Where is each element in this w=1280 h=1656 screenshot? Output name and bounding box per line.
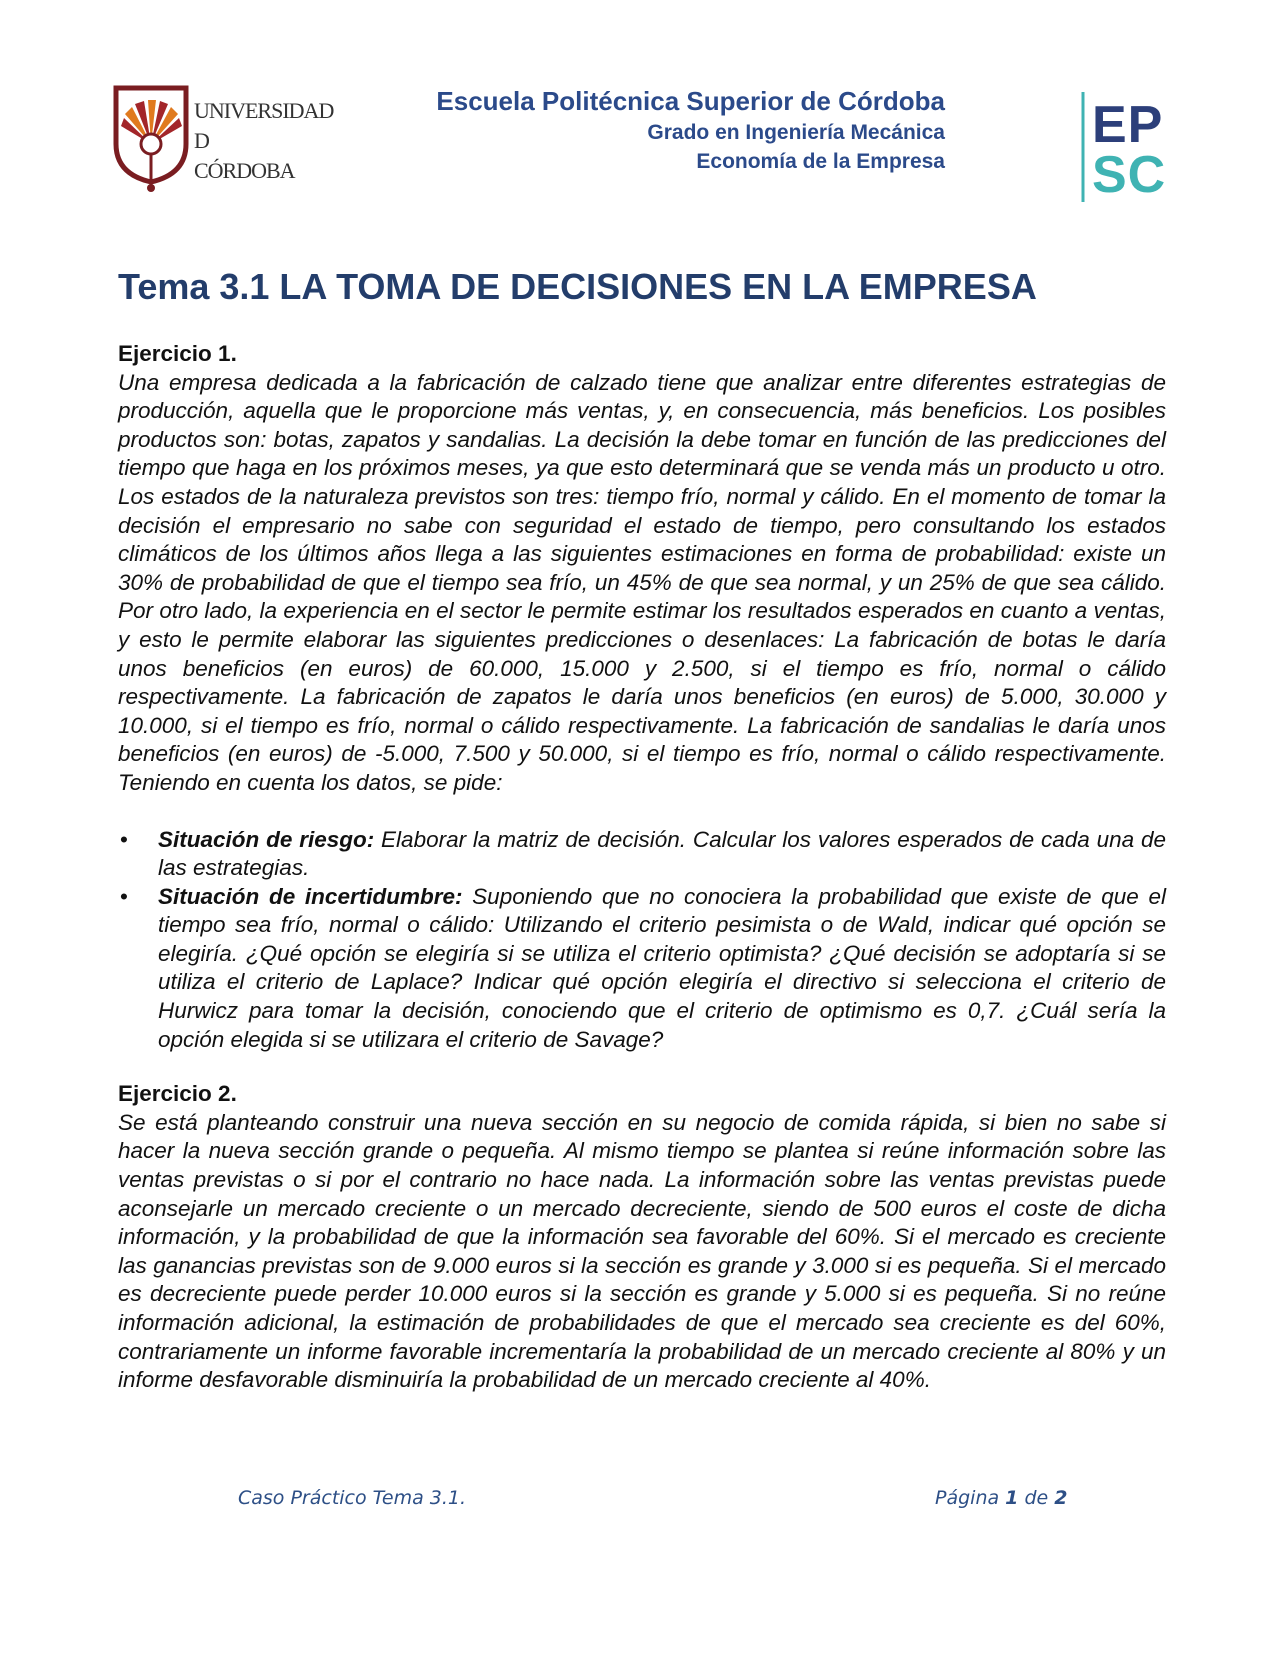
footer-page-total: 2 bbox=[1054, 1487, 1068, 1509]
task-label-risk: Situación de riesgo: bbox=[158, 826, 375, 852]
spacer bbox=[118, 798, 1166, 826]
footer-page-word: Página bbox=[935, 1487, 1000, 1509]
university-logo bbox=[110, 82, 334, 194]
task-item-uncertainty bbox=[118, 883, 1166, 1055]
university-wordmark-line2: D bbox=[194, 128, 209, 153]
exercise-2-text: Se está planteando construir una nueva sección en su negocio de comida rápida, si bien no sabe si hacer la nueva sección grande o pequeña. Al mismo tiempo se plantea si reúne información sobre las ventas previstas o si por el contrario no hace nada. La información sobre las ventas previstas puede aconsejarle un mercado creciente o un mercado decreciente, siendo de 500 euros el coste de dicha información, y la probabilidad de que la información sea favorable del 60%. Si el mercado es creciente las ganancias previstas son de 9.000 euros si la sección es grande y 3.000 si es pequeña. Si el mercado es decreciente puede perder 10.000 euros si la sección es grande y 5.000 si es pequeña. Si no reúne información adicional, la estimación de probabilidades de que el mercado sea creciente es del 60%, contrariamente un informe favorable incrementaría la probabilidad de un mercado creciente al 80% y un informe desfavorable disminuiría la probabilidad de un mercado creciente al 40%. bbox=[118, 1109, 1166, 1393]
exercise-1-heading: Ejercicio 1. bbox=[118, 341, 237, 366]
university-wordmark-line3: CÓRDOBA bbox=[194, 158, 295, 183]
exercise-2-heading: Ejercicio 2. bbox=[118, 1081, 237, 1107]
exercise-1-text: Una empresa dedicada a la fabricación de calzado tiene que analizar entre diferentes estrategias de producción, aquella que le proporcione más ventas, y, en consecuencia, más beneficios. Los posibles productos son: botas, zapatos y sandalias. La decisión la debe tomar en función de las predicciones del tiempo que haga en los próximos meses, ya que esto determinará que se venda más un producto u otro. Los estados de la naturaleza previstos son tres: tiempo frío, normal y cálido. En el momento de tomar la decisión el empresario no sabe con seguridad el estado de tiempo, pero consultando los estados climáticos de los últimos años llega a las siguientes estimaciones en forma de probabilidad: existe un 30% de probabilidad de que el tiempo sea frío, un 45% de que sea normal, y un 25% de que sea cálido. Por otro lado, la experiencia en el sector le permite estimar los resultados esperados en cuanto a ventas, y esto le permite elaborar las siguientes predicciones o desenlaces: La fabricación de botas le daría unos beneficios (en euros) de 60.000, 15.000 y 2.500, si el tiempo es frío, normal o cálido respectivamente. La fabricación de zapatos le daría unos beneficios (en euros) de 5.000, 30.000 y 10.000, si el tiempo es frío, normal o cálido respectivamente. La fabricación de sandalias le daría unos beneficios (en euros) de -5.000, 7.500 y 50.000, si el tiempo es frío, normal o cálido respectivamente. Teniendo en cuenta los datos, se pide: bbox=[118, 369, 1166, 795]
task-item-risk bbox=[118, 826, 1166, 883]
school-header bbox=[436, 84, 945, 176]
epsc-logo-row1: EP bbox=[1092, 96, 1164, 154]
document-body bbox=[118, 340, 1166, 1395]
school-name: Escuela Politécnica Superior de Córdoba bbox=[436, 86, 945, 116]
bullet-icon: • bbox=[120, 883, 128, 909]
document-title: Tema 3.1 LA TOMA DE DECISIONES EN LA EMPRESA bbox=[118, 266, 1037, 307]
epsc-logo bbox=[1080, 92, 1180, 202]
footer-page-number bbox=[935, 1487, 1067, 1509]
footer-case-label: Caso Práctico Tema 3.1. bbox=[238, 1487, 467, 1509]
exercise-1-task-list bbox=[118, 826, 1166, 1055]
university-seal-icon bbox=[110, 82, 192, 194]
degree-name: Grado en Ingeniería Mecánica bbox=[647, 121, 945, 144]
spacer bbox=[118, 1054, 1166, 1080]
university-wordmark bbox=[194, 96, 333, 186]
bullet-icon: • bbox=[120, 826, 128, 852]
task-label-uncertainty: Situación de incertidumbre: bbox=[158, 883, 463, 909]
footer-page-sep: de bbox=[1024, 1487, 1049, 1509]
task-text-risk: Elaborar la matriz de decisión. Calcular los valores esperados de cada una de las estrategias. bbox=[158, 826, 1166, 881]
university-wordmark-line1: UNIVERSIDAD bbox=[194, 98, 334, 123]
footer-page-current: 1 bbox=[1005, 1487, 1019, 1509]
course-name: Economía de la Empresa bbox=[696, 150, 945, 173]
task-text-uncertainty: Suponiendo que no conociera la probabilidad que existe de que el tiempo sea frío, normal o cálido: Utilizando el criterio pesimista o de Wald, indicar qué opción se elegiría. ¿Qué opción se elegiría si se utiliza el criterio optimista? ¿Qué decisión se adoptaría si se utiliza el criterio de Laplace? Indicar qué opción elegiría el directivo si selecciona el criterio de Hurwicz para tomar la decisión, conociendo que el criterio de optimismo es 0,7. ¿Cuál sería la opción elegida si se utilizara el criterio de Savage? bbox=[158, 883, 1167, 1052]
epsc-logo-row2: SC bbox=[1092, 146, 1167, 202]
